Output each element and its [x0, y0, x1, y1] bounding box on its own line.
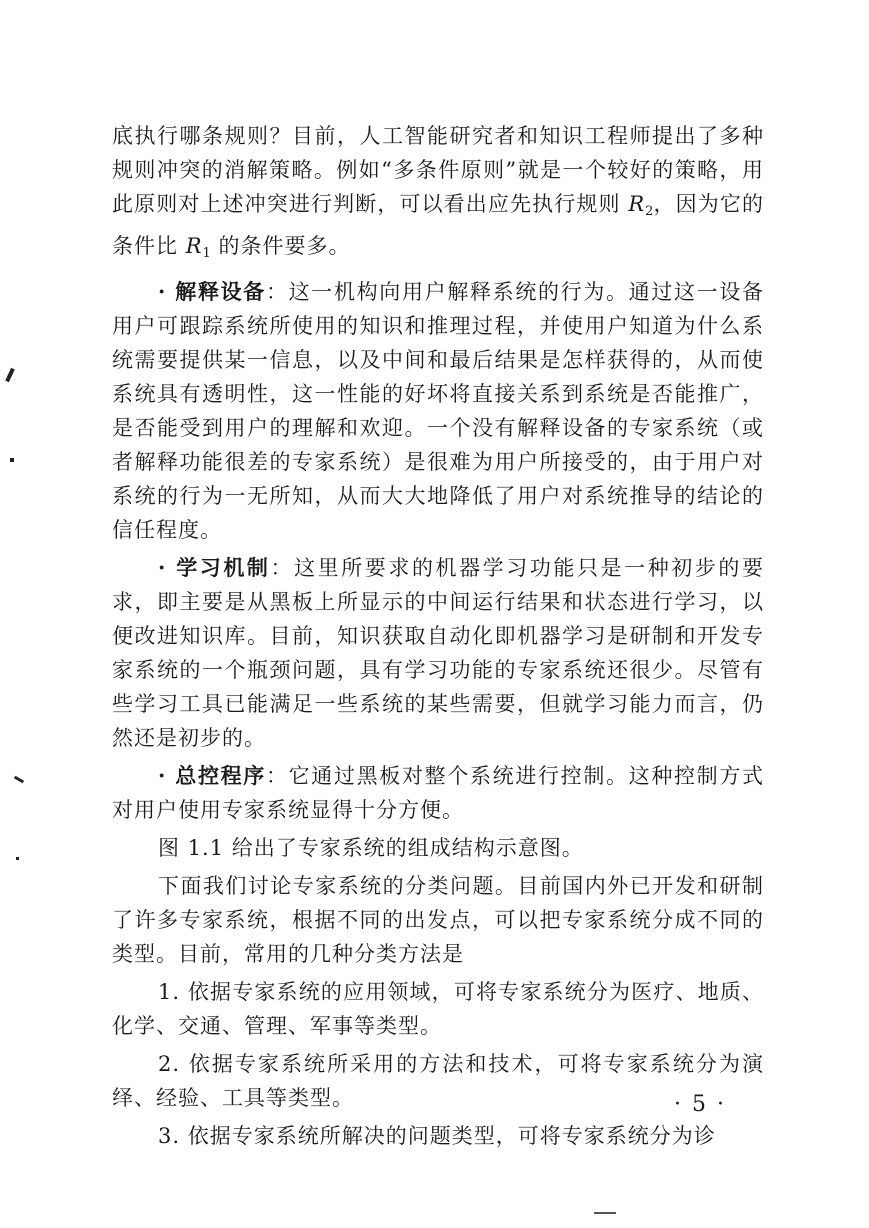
text-run: ：这里所要求的机器学习功能只是一种初步的要求，即主要是从黑板上所显示的中间运行结果和状态进行学习，以便改进知识库。目前，知识获取自动化即机器学习是研制和开发专家系统的一个瓶颈问题，具有学习功能的专家系统还很少。尽管有些学习工具已能满足一些系统的某些需要，但就学习能力而言，仍然还是初步的。: [112, 556, 764, 750]
rule-subscript: 1: [202, 246, 211, 261]
paragraph-conflict-resolution: [112, 119, 764, 271]
section-heading: · 总控程序: [158, 763, 266, 788]
scan-speck: [16, 857, 19, 860]
paragraph-explanation-facility: [112, 275, 764, 547]
scan-speck: [14, 776, 24, 784]
paragraph-learning-mechanism: [112, 551, 764, 755]
paragraph-figure-reference: 图 1.1 给出了专家系统的组成结构示意图。: [158, 836, 584, 860]
rule-symbol: R: [185, 234, 203, 258]
scan-speck: [594, 1212, 616, 1214]
section-heading: · 学习机制: [158, 555, 271, 580]
rule-subscript: 2: [645, 204, 654, 219]
list-item-1: 1. 依据专家系统的应用领域，可将专家系统分为医疗、地质、化学、交通、管理、军事等类型。: [112, 980, 764, 1038]
text-run: 的条件要多。: [210, 234, 351, 258]
text-run: ：它通过黑板对整个系统进行控制。这种控制方式对用户使用专家系统显得十分方便。: [112, 764, 765, 822]
text-run: ：这一机构向用户解释系统的行为。通过这一设备用户可跟踪系统所使用的知识和推理过程，并使用户知道为什么系统需要提供某一信息，以及中间和最后结果是怎样获得的，从而使系统具有透明性，这一性能的好坏将直接关系到系统是否能推广，是否能受到用户的理解和欢迎。一个没有解释设备的专家系统（或者解释功能很差的专家系统）是很难为用户所接受的，由于用户对系统的行为一无所知，从而大大地降低了用户对系统推导的结论的信任程度。: [112, 280, 765, 542]
list-item-2: 2. 依据专家系统所采用的方法和技术，可将专家系统分为演绎、经验、工具等类型。: [112, 1052, 764, 1110]
page-number: · 5 ·: [674, 1092, 726, 1117]
text-run: 底执行哪条规则？目前，人工智能研究者和知识工程师提出了多种规则冲突的消解策略。例如“多条件原则”就是一个较好的策略，用此原则对上述冲突进行判断，可以看出应先执行规则: [112, 124, 764, 216]
section-heading: · 解释设备: [158, 279, 266, 304]
rule-symbol: R: [628, 192, 646, 216]
paragraph-control-program: [112, 759, 764, 827]
text-run: ，因为它的条件比: [112, 192, 764, 258]
paragraph-classification: 下面我们讨论专家系统的分类问题。目前国内外已开发和研制了许多专家系统，根据不同的出发点，可以把专家系统分成不同的类型。目前，常用的几种分类方法是: [112, 874, 764, 966]
list-item-3: 3. 依据专家系统所解决的问题类型，可将专家系统分为诊: [158, 1124, 716, 1148]
scan-speck: [10, 458, 14, 462]
scan-speck: [5, 368, 15, 382]
body-text: [112, 119, 764, 1157]
